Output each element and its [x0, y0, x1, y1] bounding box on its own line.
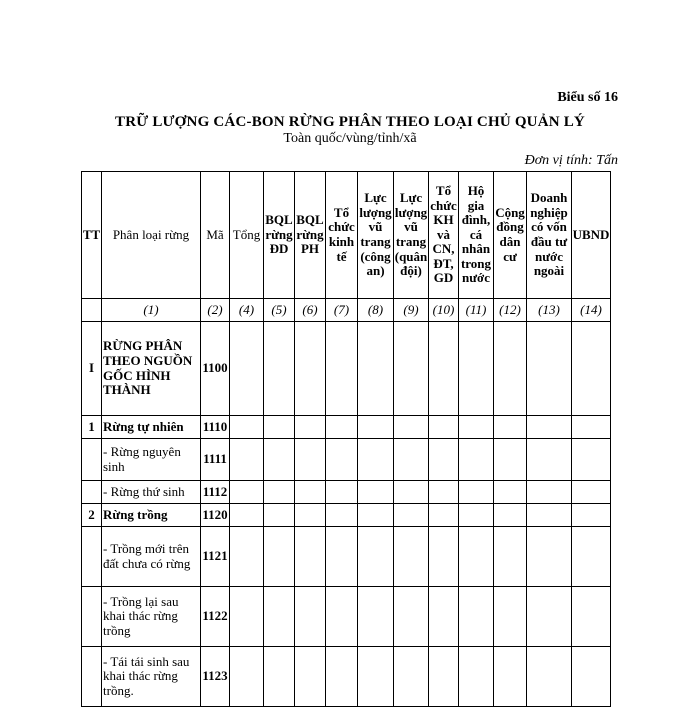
- value-cell[interactable]: [230, 481, 264, 504]
- value-cell[interactable]: [572, 439, 611, 481]
- header-science-org: Tổ chức KH và CN, ĐT, GD: [429, 172, 459, 299]
- row-code: 1123: [201, 647, 230, 707]
- row-classification: - Tái tái sinh sau khai thác rừng trồng.: [102, 647, 201, 707]
- value-cell[interactable]: [264, 439, 295, 481]
- value-cell[interactable]: [494, 647, 527, 707]
- value-cell[interactable]: [429, 587, 459, 647]
- header-bql-ph: BQL rừng PH: [295, 172, 326, 299]
- value-cell[interactable]: [394, 439, 429, 481]
- value-cell[interactable]: [459, 439, 494, 481]
- row-code: 1122: [201, 587, 230, 647]
- value-cell[interactable]: [572, 416, 611, 439]
- colnum: (12): [494, 299, 527, 322]
- value-cell[interactable]: [429, 647, 459, 707]
- table-row: [82, 647, 611, 707]
- table-row: [82, 416, 611, 439]
- value-cell[interactable]: [358, 647, 394, 707]
- row-classification: Rừng trồng: [102, 504, 201, 527]
- colnum: (6): [295, 299, 326, 322]
- value-cell[interactable]: [572, 587, 611, 647]
- value-cell[interactable]: [527, 587, 572, 647]
- value-cell[interactable]: [394, 481, 429, 504]
- table-row: [82, 504, 611, 527]
- value-cell[interactable]: [459, 481, 494, 504]
- row-classification: Rừng tự nhiên: [102, 416, 201, 439]
- header-economic-org: Tổ chức kinh tế: [326, 172, 358, 299]
- colnum: (11): [459, 299, 494, 322]
- unit-label: Đơn vị tính: Tấn: [524, 153, 618, 168]
- value-cell[interactable]: [295, 481, 326, 504]
- value-cell[interactable]: [459, 322, 494, 416]
- value-cell[interactable]: [527, 647, 572, 707]
- row-tt: [82, 587, 102, 647]
- value-cell[interactable]: [459, 416, 494, 439]
- value-cell[interactable]: [429, 504, 459, 527]
- value-cell[interactable]: [326, 587, 358, 647]
- row-tt: 2: [82, 504, 102, 527]
- page-subtitle: Toàn quốc/vùng/tỉnh/xã: [283, 131, 417, 146]
- value-cell[interactable]: [326, 416, 358, 439]
- value-cell[interactable]: [527, 481, 572, 504]
- value-cell[interactable]: [394, 322, 429, 416]
- value-cell[interactable]: [230, 416, 264, 439]
- row-code: 1120: [201, 504, 230, 527]
- value-cell[interactable]: [358, 504, 394, 527]
- value-cell[interactable]: [358, 481, 394, 504]
- colnum: (10): [429, 299, 459, 322]
- row-code: 1110: [201, 416, 230, 439]
- value-cell[interactable]: [230, 322, 264, 416]
- table-row: [82, 439, 611, 481]
- header-tt: TT: [82, 172, 102, 299]
- row-code: 1121: [201, 527, 230, 587]
- value-cell[interactable]: [295, 527, 326, 587]
- value-cell[interactable]: [494, 439, 527, 481]
- value-cell[interactable]: [326, 527, 358, 587]
- header-household: Hộ gia đình, cá nhân trong nước: [459, 172, 494, 299]
- value-cell[interactable]: [429, 416, 459, 439]
- value-cell[interactable]: [459, 504, 494, 527]
- value-cell[interactable]: [358, 587, 394, 647]
- row-code: 1112: [201, 481, 230, 504]
- value-cell[interactable]: [230, 527, 264, 587]
- colnum: (8): [358, 299, 394, 322]
- value-cell[interactable]: [230, 647, 264, 707]
- header-ubnd: UBND: [572, 172, 611, 299]
- value-cell[interactable]: [326, 481, 358, 504]
- colnum: (5): [264, 299, 295, 322]
- table-row: [82, 527, 611, 587]
- value-cell[interactable]: [494, 587, 527, 647]
- table-row: [82, 322, 611, 416]
- row-tt: [82, 481, 102, 504]
- value-cell[interactable]: [459, 527, 494, 587]
- table-body: [82, 322, 611, 707]
- value-cell[interactable]: [264, 481, 295, 504]
- colnum: (2): [201, 299, 230, 322]
- form-number: Biểu số 16: [557, 90, 618, 105]
- colnum: (4): [230, 299, 264, 322]
- value-cell[interactable]: [494, 481, 527, 504]
- value-cell[interactable]: [230, 504, 264, 527]
- value-cell[interactable]: [572, 322, 611, 416]
- value-cell[interactable]: [394, 647, 429, 707]
- table-row: [82, 481, 611, 504]
- value-cell[interactable]: [394, 587, 429, 647]
- value-cell[interactable]: [572, 647, 611, 707]
- value-cell[interactable]: [264, 322, 295, 416]
- colnum: [82, 299, 102, 322]
- row-tt: 1: [82, 416, 102, 439]
- value-cell[interactable]: [295, 647, 326, 707]
- value-cell[interactable]: [494, 527, 527, 587]
- value-cell[interactable]: [264, 527, 295, 587]
- value-cell[interactable]: [527, 527, 572, 587]
- value-cell[interactable]: [326, 647, 358, 707]
- header-row: [82, 172, 611, 299]
- value-cell[interactable]: [358, 439, 394, 481]
- value-cell[interactable]: [295, 504, 326, 527]
- colnum: (13): [527, 299, 572, 322]
- header-community: Cộng đồng dân cư: [494, 172, 527, 299]
- value-cell[interactable]: [429, 527, 459, 587]
- value-cell[interactable]: [264, 416, 295, 439]
- value-cell[interactable]: [494, 504, 527, 527]
- colnum: (14): [572, 299, 611, 322]
- column-number-row: [82, 299, 611, 322]
- value-cell[interactable]: [527, 416, 572, 439]
- row-tt: [82, 647, 102, 707]
- value-cell[interactable]: [494, 322, 527, 416]
- value-cell[interactable]: [527, 322, 572, 416]
- value-cell[interactable]: [326, 439, 358, 481]
- header-army: Lực lượng vũ trang (quân đội): [394, 172, 429, 299]
- value-cell[interactable]: [295, 322, 326, 416]
- colnum: (1): [102, 299, 201, 322]
- value-cell[interactable]: [429, 481, 459, 504]
- value-cell[interactable]: [394, 416, 429, 439]
- value-cell[interactable]: [459, 587, 494, 647]
- row-code: 1111: [201, 439, 230, 481]
- value-cell[interactable]: [326, 504, 358, 527]
- row-classification: - Trồng lại sau khai thác rừng trồng: [102, 587, 201, 647]
- row-tt: I: [82, 322, 102, 416]
- carbon-stock-table: [81, 171, 611, 707]
- value-cell[interactable]: [429, 322, 459, 416]
- value-cell[interactable]: [572, 527, 611, 587]
- header-total: Tổng: [230, 172, 264, 299]
- row-classification: - Trồng mới trên đất chưa có rừng: [102, 527, 201, 587]
- value-cell[interactable]: [572, 481, 611, 504]
- table-row: [82, 587, 611, 647]
- row-tt: [82, 527, 102, 587]
- value-cell[interactable]: [295, 439, 326, 481]
- value-cell[interactable]: [264, 647, 295, 707]
- header-police: Lực lượng vũ trang (công an): [358, 172, 394, 299]
- row-classification: - Rừng thứ sinh: [102, 481, 201, 504]
- value-cell[interactable]: [527, 439, 572, 481]
- header-foreign-enterprise: Doanh nghiệp có vốn đầu tư nước ngoài: [527, 172, 572, 299]
- row-classification: RỪNG PHÂN THEO NGUỒN GỐC HÌNH THÀNH: [102, 322, 201, 416]
- header-classification: Phân loại rừng: [102, 172, 201, 299]
- row-tt: [82, 439, 102, 481]
- header-code: Mã: [201, 172, 230, 299]
- value-cell[interactable]: [394, 527, 429, 587]
- page-title: TRỮ LƯỢNG CÁC-BON RỪNG PHÂN THEO LOẠI CHỦ QUẢN LÝ: [115, 114, 585, 130]
- colnum: (9): [394, 299, 429, 322]
- value-cell[interactable]: [494, 416, 527, 439]
- value-cell[interactable]: [264, 587, 295, 647]
- value-cell[interactable]: [358, 527, 394, 587]
- row-code: 1100: [201, 322, 230, 416]
- value-cell[interactable]: [358, 416, 394, 439]
- value-cell[interactable]: [230, 439, 264, 481]
- row-classification: - Rừng nguyên sinh: [102, 439, 201, 481]
- header-bql-dd: BQL rừng ĐD: [264, 172, 295, 299]
- value-cell[interactable]: [264, 504, 295, 527]
- value-cell[interactable]: [527, 504, 572, 527]
- value-cell[interactable]: [295, 416, 326, 439]
- value-cell[interactable]: [459, 647, 494, 707]
- value-cell[interactable]: [358, 322, 394, 416]
- value-cell[interactable]: [326, 322, 358, 416]
- value-cell[interactable]: [295, 587, 326, 647]
- value-cell[interactable]: [429, 439, 459, 481]
- value-cell[interactable]: [572, 504, 611, 527]
- value-cell[interactable]: [230, 587, 264, 647]
- colnum: (7): [326, 299, 358, 322]
- value-cell[interactable]: [394, 504, 429, 527]
